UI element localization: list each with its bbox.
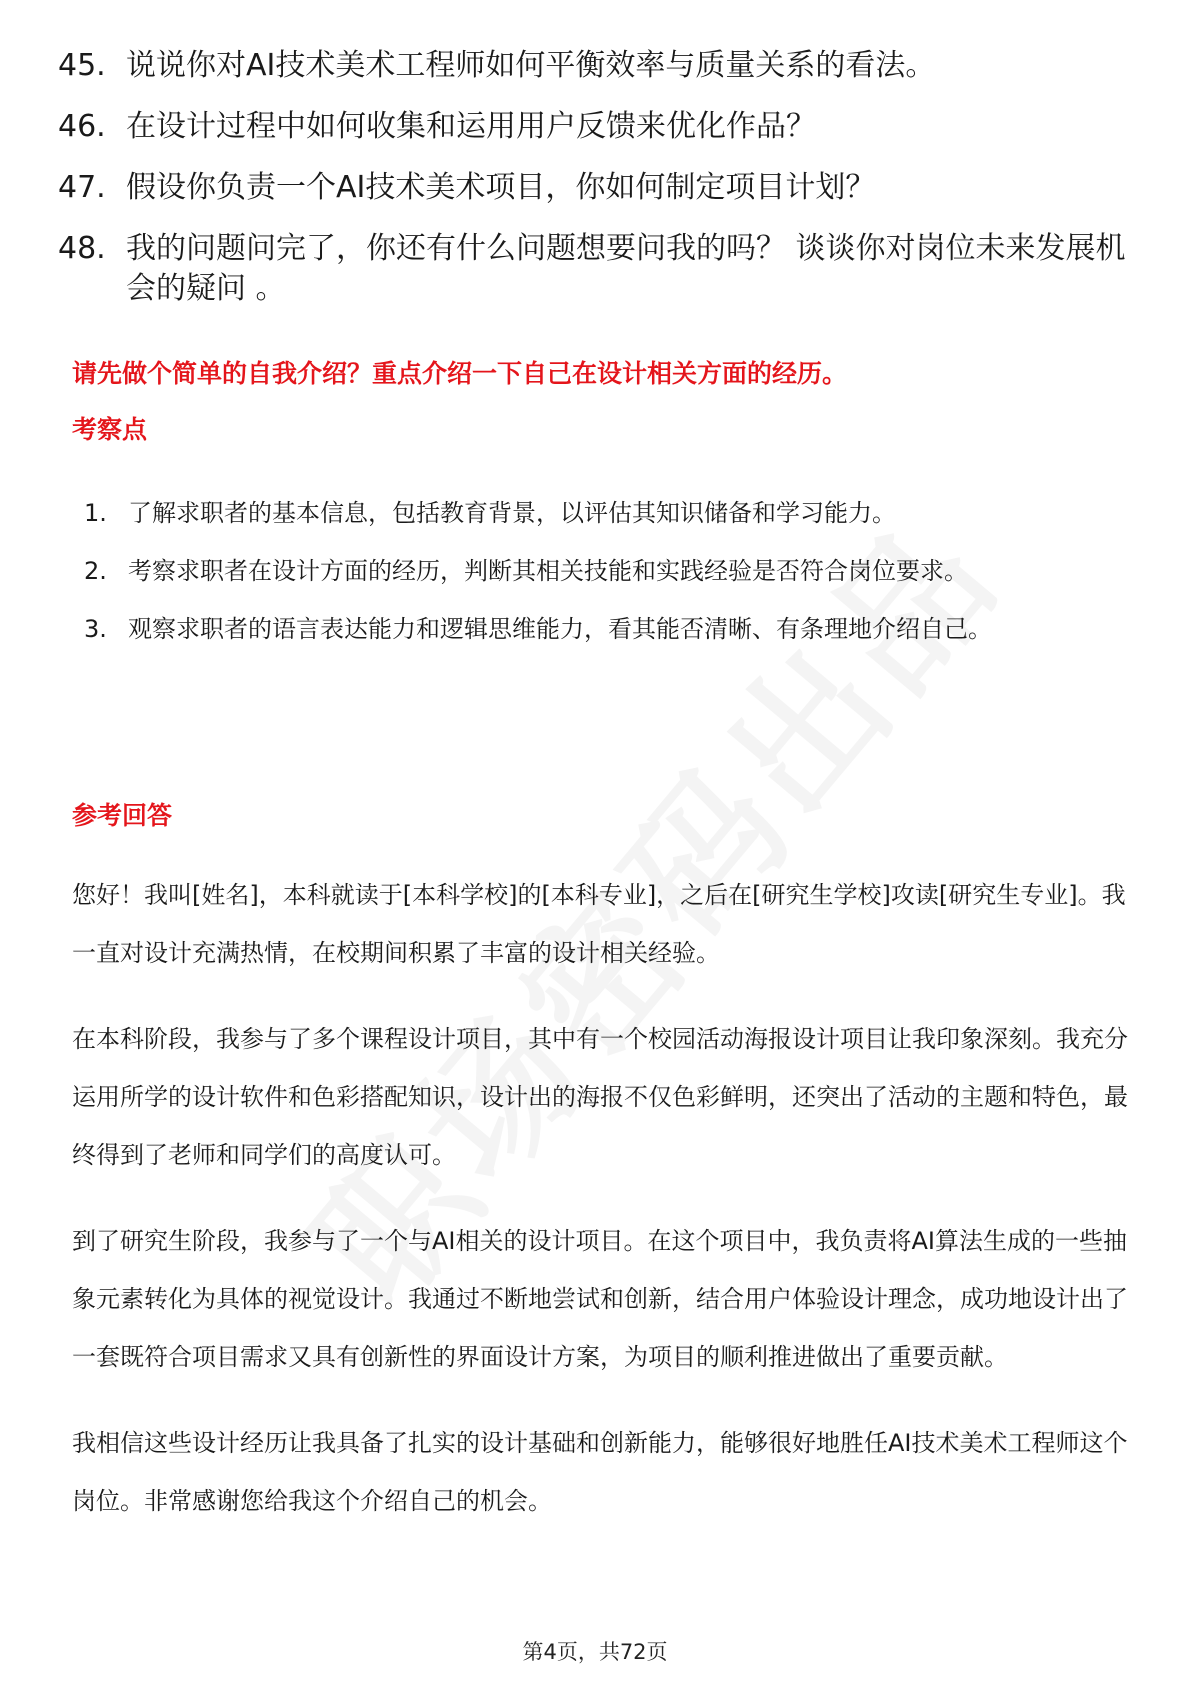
- check-points-heading: 考察点: [72, 415, 148, 444]
- answer-paragraph: 在本科阶段，我参与了多个课程设计项目，其中有一个校园活动海报设计项目让我印象深刻。我充分运用所学的设计软件和色彩搭配知识，设计出的海报不仅色彩鲜明，还突出了活动的主题和特色，最终得到了老师和同学们的高度认可。: [72, 1025, 1128, 1169]
- check-point-text: 考察求职者在设计方面的经历，判断其相关技能和实践经验是否符合岗位要求。: [128, 557, 968, 585]
- question-number: 45.: [58, 48, 106, 83]
- answer-heading: 参考回答: [72, 801, 173, 830]
- question-text: 假设你负责一个AI技术美术项目，你如何制定项目计划？: [126, 170, 876, 205]
- question-number: 46.: [58, 109, 106, 144]
- check-point-number: 1.: [84, 499, 107, 527]
- page-footer: 第4页，共72页: [522, 1640, 668, 1664]
- question-item: [58, 168, 1138, 208]
- question-text: 我的问题问完了，你还有什么问题想要问我的吗？ 谈谈你对岗位未来发展机会的疑问 。: [126, 231, 1126, 306]
- answer-paragraph: 我相信这些设计经历让我具备了扎实的设计基础和创新能力，能够很好地胜任AI技术美术工程师这个岗位。非常感谢您给我这个介绍自己的机会。: [72, 1429, 1128, 1515]
- answer-paragraph: 到了研究生阶段，我参与了一个与AI相关的设计项目。在这个项目中，我负责将AI算法生成的一些抽象元素转化为具体的视觉设计。我通过不断地尝试和创新，结合用户体验设计理念，成功地设计出了一套既符合项目需求又具有创新性的界面设计方案，为项目的顺利推进做出了重要贡献。: [72, 1227, 1128, 1371]
- check-point-text: 了解求职者的基本信息，包括教育背景，以评估其知识储备和学习能力。: [128, 499, 896, 527]
- question-number: 48.: [58, 231, 106, 266]
- section-title: 请先做个简单的自我介绍？重点介绍一下自己在设计相关方面的经历。: [72, 359, 848, 388]
- question-item: [58, 46, 1138, 86]
- check-point-item: [84, 542, 1134, 600]
- check-points-list: [84, 484, 1134, 658]
- check-point-text: 观察求职者的语言表达能力和逻辑思维能力，看其能否清晰、有条理地介绍自己。: [128, 615, 992, 643]
- question-text: 在设计过程中如何收集和运用用户反馈来优化作品？: [126, 109, 816, 144]
- check-point-number: 3.: [84, 615, 107, 643]
- check-point-item: [84, 484, 1134, 542]
- answer-paragraph: 您好！我叫[姓名]，本科就读于[本科学校]的[本科专业]，之后在[研究生学校]攻读[研究生专业]。我一直对设计充满热情，在校期间积累了丰富的设计相关经验。: [72, 881, 1126, 967]
- check-point-item: [84, 600, 1134, 658]
- question-item: [58, 229, 1138, 309]
- question-item: [58, 107, 1138, 147]
- question-text: 说说你对AI技术美术工程师如何平衡效率与质量关系的看法。: [126, 48, 936, 83]
- answer-body: [72, 866, 1132, 1558]
- check-point-number: 2.: [84, 557, 107, 585]
- question-number: 47.: [58, 170, 106, 205]
- question-list: [58, 46, 1138, 330]
